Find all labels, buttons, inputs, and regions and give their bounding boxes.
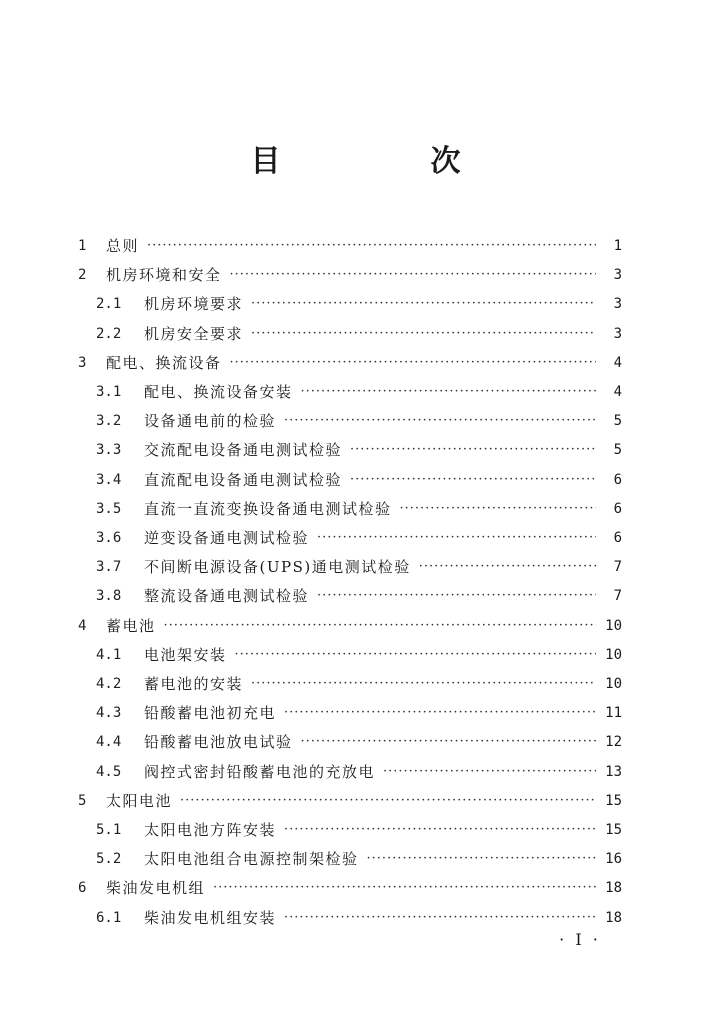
toc-entry-label: 阀控式密封铅酸蓄电池的充放电 bbox=[144, 762, 376, 781]
toc-dot-leader bbox=[284, 816, 596, 844]
toc-entry-number: 4 bbox=[78, 617, 87, 634]
toc-entry-page: 3 bbox=[613, 267, 622, 284]
toc-dot-leader bbox=[284, 904, 596, 932]
toc-dot-leader bbox=[284, 699, 596, 727]
toc-entry-label: 机房环境和安全 bbox=[106, 266, 222, 285]
toc-entry-label: 铅酸蓄电池放电试验 bbox=[144, 733, 293, 752]
toc-entry-page: 7 bbox=[613, 588, 622, 605]
toc-entry-page: 1 bbox=[613, 238, 622, 254]
toc-entry-label: 机房安全要求 bbox=[144, 324, 244, 343]
toc-entry-label: 太阳电池组合电源控制架检验 bbox=[144, 850, 359, 869]
toc-entry-number: 5 bbox=[78, 792, 87, 809]
toc-entry bbox=[78, 874, 622, 902]
toc-dot-leader bbox=[251, 320, 596, 348]
toc-dot-leader bbox=[164, 612, 596, 640]
toc-entry-number: 6 bbox=[78, 880, 87, 897]
toc-entry bbox=[96, 758, 622, 786]
toc-entry-label: 柴油发电机组安装 bbox=[144, 908, 277, 927]
toc-dot-leader bbox=[350, 466, 596, 494]
toc-entry-page: 6 bbox=[613, 471, 622, 488]
toc-entry-page: 10 bbox=[605, 617, 622, 634]
toc-entry-page: 6 bbox=[613, 530, 622, 546]
toc-entry bbox=[96, 816, 622, 844]
toc-entry-label: 配电、换流设备安装 bbox=[144, 383, 293, 401]
toc-entry-number: 4.1 bbox=[96, 646, 122, 663]
toc-entry-number: 1 bbox=[78, 238, 87, 254]
toc-dot-leader bbox=[213, 874, 596, 902]
toc-entry-label: 蓄电池的安装 bbox=[144, 675, 244, 693]
toc-entry bbox=[78, 612, 622, 640]
toc-dot-leader bbox=[284, 407, 596, 435]
toc-entry bbox=[96, 524, 622, 552]
toc-entry-page: 15 bbox=[605, 822, 622, 838]
toc-entry bbox=[96, 670, 622, 698]
toc-entry-number: 4.5 bbox=[96, 763, 122, 780]
toc-entry-label: 电池架安装 bbox=[144, 645, 227, 664]
toc-dot-leader bbox=[230, 349, 596, 377]
toc-entry-number: 3 bbox=[78, 354, 87, 371]
toc-dot-leader bbox=[367, 845, 596, 873]
toc-entry-page: 3 bbox=[613, 296, 622, 313]
toc-entry-number: 5.2 bbox=[96, 851, 122, 868]
toc-entry bbox=[96, 728, 622, 756]
toc-dot-leader bbox=[419, 553, 596, 581]
toc-dot-leader bbox=[251, 670, 596, 698]
toc-entry-page: 3 bbox=[613, 325, 622, 342]
toc-entry-number: 2 bbox=[78, 267, 87, 284]
toc-entry-label: 蓄电池 bbox=[106, 616, 156, 635]
toc-entry-label: 直流配电设备通电测试检验 bbox=[144, 470, 343, 489]
toc-entry-label: 直流一直流变换设备通电测试检验 bbox=[144, 499, 392, 518]
toc-entry-label: 太阳电池方阵安装 bbox=[144, 821, 277, 839]
toc-dot-leader bbox=[317, 524, 596, 552]
toc-entry-page: 10 bbox=[605, 646, 622, 663]
toc-entry-page: 4 bbox=[613, 354, 622, 371]
toc-entry-label: 设备通电前的检验 bbox=[144, 412, 277, 431]
toc-entry bbox=[78, 261, 622, 289]
toc-dot-leader bbox=[400, 495, 596, 523]
toc-entry bbox=[96, 495, 622, 523]
toc-entry-page: 6 bbox=[613, 500, 622, 517]
toc-entry-page: 16 bbox=[605, 851, 622, 868]
toc-entry-label: 整流设备通电测试检验 bbox=[144, 587, 310, 606]
toc-entry bbox=[96, 699, 622, 727]
toc-entry bbox=[96, 641, 622, 669]
toc-entry bbox=[96, 553, 622, 581]
toc-entry-number: 6.1 bbox=[96, 909, 122, 926]
toc-entry bbox=[96, 904, 622, 932]
toc-entry-number: 2.2 bbox=[96, 325, 122, 342]
toc-entry-page: 7 bbox=[613, 559, 622, 576]
toc-dot-leader bbox=[317, 582, 596, 610]
toc-dot-leader bbox=[230, 261, 596, 289]
toc-entry-page: 18 bbox=[605, 880, 622, 897]
toc-entry-number: 4.3 bbox=[96, 705, 122, 722]
toc-entry-page: 15 bbox=[605, 792, 622, 809]
toc-entry bbox=[96, 582, 622, 610]
toc-dot-leader bbox=[383, 758, 596, 786]
toc-entry-label: 配电、换流设备 bbox=[106, 353, 222, 372]
toc-entry bbox=[96, 845, 622, 873]
toc-entry-page: 5 bbox=[613, 413, 622, 430]
toc-entry bbox=[96, 407, 622, 435]
toc-entry-number: 3.8 bbox=[96, 588, 122, 605]
toc-entry-number: 2.1 bbox=[96, 296, 122, 313]
toc-entry-label: 不间断电源设备(UPS)通电测试检验 bbox=[144, 558, 411, 577]
toc-dot-leader bbox=[147, 232, 596, 260]
toc-entry-label: 柴油发电机组 bbox=[106, 879, 206, 898]
toc-entry-label: 铅酸蓄电池初充电 bbox=[144, 704, 277, 723]
toc-entry-label: 太阳电池 bbox=[106, 791, 173, 810]
page-title: 目 次 bbox=[250, 144, 521, 179]
toc-entry-number: 3.6 bbox=[96, 530, 122, 546]
toc-entry bbox=[96, 320, 622, 348]
toc-entry-page: 4 bbox=[613, 384, 622, 400]
toc-entry bbox=[96, 290, 622, 318]
toc-entry-label: 机房环境要求 bbox=[144, 295, 244, 314]
toc-entry-page: 12 bbox=[605, 734, 622, 751]
toc-entry-number: 4.2 bbox=[96, 676, 122, 692]
toc-entry-number: 3.2 bbox=[96, 413, 122, 430]
toc-entry-number: 5.1 bbox=[96, 822, 122, 838]
toc-entry-label: 交流配电设备通电测试检验 bbox=[144, 441, 343, 460]
toc-entry-page: 11 bbox=[605, 705, 622, 722]
toc-entry-page: 13 bbox=[605, 763, 622, 780]
toc-entry-number: 3.3 bbox=[96, 442, 122, 459]
page-number-footer: · I · bbox=[559, 930, 601, 949]
toc-dot-leader bbox=[301, 728, 596, 756]
toc-entry-label: 逆变设备通电测试检验 bbox=[144, 529, 310, 547]
toc-entry-number: 3.4 bbox=[96, 471, 122, 488]
toc-entry bbox=[96, 466, 622, 494]
toc-entry-label: 总则 bbox=[106, 237, 140, 255]
toc-entry-page: 5 bbox=[613, 442, 622, 459]
toc-entry bbox=[78, 787, 622, 815]
toc-entry-number: 3.1 bbox=[96, 384, 122, 400]
toc-entry-number: 3.5 bbox=[96, 500, 122, 517]
toc-dot-leader bbox=[301, 378, 596, 406]
toc-dot-leader bbox=[350, 436, 596, 464]
toc-dot-leader bbox=[180, 787, 596, 815]
toc-entry-page: 10 bbox=[605, 676, 622, 692]
toc-entry bbox=[78, 349, 622, 377]
toc-entry-number: 3.7 bbox=[96, 559, 122, 576]
toc-entry bbox=[78, 232, 622, 260]
toc-entry-page: 18 bbox=[605, 909, 622, 926]
toc-dot-leader bbox=[235, 641, 596, 669]
toc-entry bbox=[96, 436, 622, 464]
toc-dot-leader bbox=[251, 290, 596, 318]
toc-entry bbox=[96, 378, 622, 406]
toc-entry-number: 4.4 bbox=[96, 734, 122, 751]
